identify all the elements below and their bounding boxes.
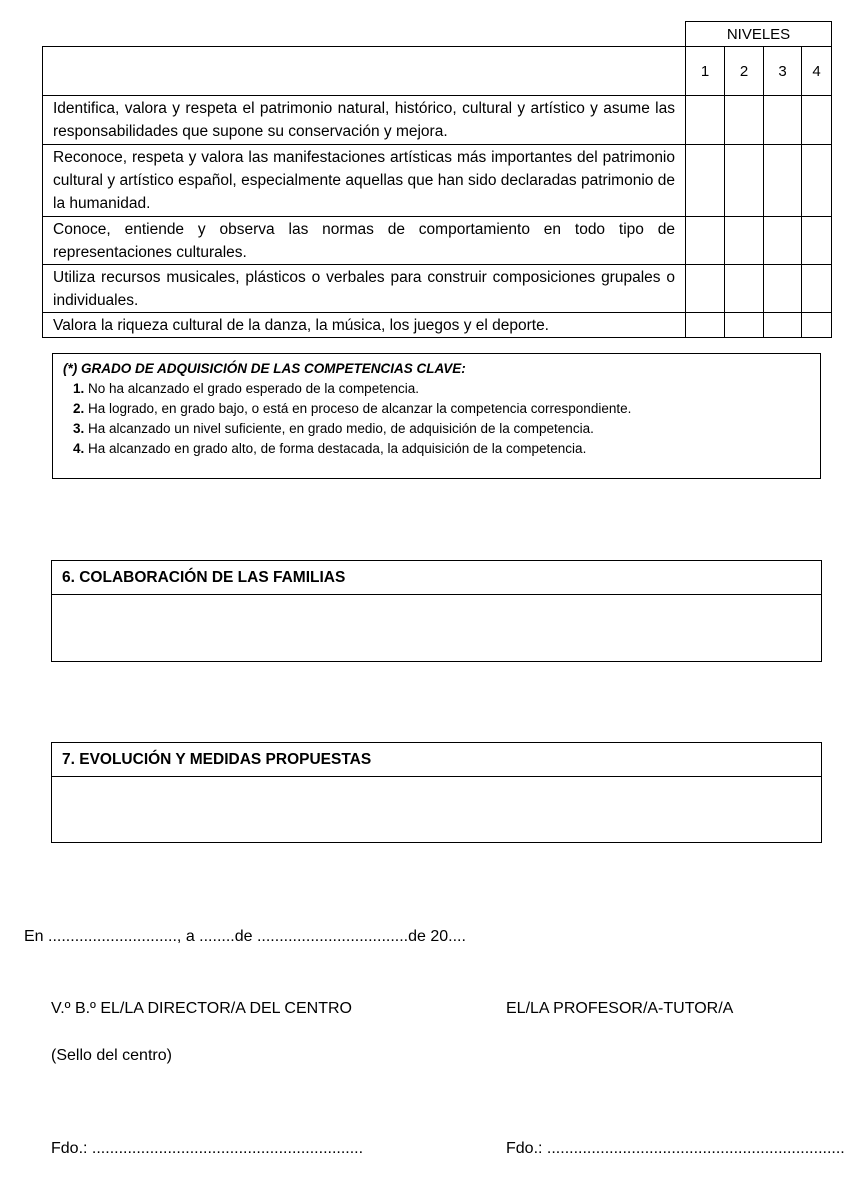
level-cell[interactable] xyxy=(686,217,725,265)
table-row xyxy=(43,217,832,265)
director-signature-line[interactable]: Fdo.: ............................................................. xyxy=(51,1140,364,1157)
level-cell[interactable] xyxy=(725,217,764,265)
tutor-signature-line[interactable]: Fdo.: ................................................................... xyxy=(506,1140,845,1157)
familias-section xyxy=(51,560,822,662)
seal-label: (Sello del centro) xyxy=(51,1047,172,1064)
level-cell[interactable] xyxy=(764,96,802,145)
legend-list xyxy=(63,379,820,459)
level-cell[interactable] xyxy=(725,96,764,145)
competence-text: Valora la riqueza cultural de la danza, la música, los juegos y el deporte. xyxy=(43,313,686,338)
legend-item: 2. Ha logrado, en grado bajo, o está en proceso de alcanzar la competencia correspondiente. xyxy=(88,399,820,419)
level-cell[interactable] xyxy=(764,313,802,338)
familias-section-title: 6. COLABORACIÓN DE LAS FAMILIAS xyxy=(52,561,821,595)
table-row xyxy=(43,313,832,338)
level-4-header: 4 xyxy=(802,47,832,96)
level-cell[interactable] xyxy=(802,313,832,338)
director-label: V.º B.º EL/LA DIRECTOR/A DEL CENTRO xyxy=(51,1000,352,1017)
level-cell[interactable] xyxy=(764,145,802,217)
level-cell[interactable] xyxy=(686,265,725,313)
competencias-table xyxy=(42,21,832,338)
level-cell[interactable] xyxy=(802,217,832,265)
legend-item: 1. No ha alcanzado el grado esperado de la competencia. xyxy=(88,379,820,399)
level-cell[interactable] xyxy=(725,313,764,338)
level-cell[interactable] xyxy=(686,96,725,145)
level-1-header: 1 xyxy=(686,47,725,96)
level-cell[interactable] xyxy=(764,217,802,265)
competence-text: Identifica, valora y respeta el patrimonio natural, histórico, cultural y artístico y asume las responsabilidades que supone su conservación y mejora. xyxy=(43,96,686,145)
level-cell[interactable] xyxy=(802,265,832,313)
place-date-line[interactable]: En ............................., a ........de ..................................de 20.... xyxy=(24,928,466,945)
level-cell[interactable] xyxy=(764,265,802,313)
tutor-label: EL/LA PROFESOR/A-TUTOR/A xyxy=(506,1000,734,1017)
competence-text: Reconoce, respeta y valora las manifestaciones artísticas más importantes del patrimonio cultural y artístico español, especialmente aquellas que han sido declaradas patrimonio de la humanidad. xyxy=(43,145,686,217)
legend-item: 4. Ha alcanzado en grado alto, de forma destacada, la adquisición de la competencia. xyxy=(88,439,820,459)
level-cell[interactable] xyxy=(686,313,725,338)
competence-text: Conoce, entiende y observa las normas de comportamiento en todo tipo de representaciones culturales. xyxy=(43,217,686,265)
level-cell[interactable] xyxy=(802,145,832,217)
table-row xyxy=(43,265,832,313)
competence-text: Utiliza recursos musicales, plásticos o verbales para construir composiciones grupales o individuales. xyxy=(43,265,686,313)
familias-text-area[interactable] xyxy=(52,595,821,661)
level-3-header: 3 xyxy=(764,47,802,96)
level-cell[interactable] xyxy=(725,265,764,313)
niveles-header: NIVELES xyxy=(686,22,832,47)
level-cell[interactable] xyxy=(686,145,725,217)
level-cell[interactable] xyxy=(725,145,764,217)
legend-item: 3. Ha alcanzado un nivel suficiente, en grado medio, de adquisición de la competencia. xyxy=(88,419,820,439)
evolucion-section-title: 7. EVOLUCIÓN Y MEDIDAS PROPUESTAS xyxy=(52,743,821,777)
evolucion-text-area[interactable] xyxy=(52,777,821,842)
competence-legend-box xyxy=(52,353,821,479)
header-empty-cell xyxy=(43,47,686,96)
evolucion-section xyxy=(51,742,822,843)
level-2-header: 2 xyxy=(725,47,764,96)
table-row xyxy=(43,96,832,145)
legend-title: (*) GRADO DE ADQUISICIÓN DE LAS COMPETENCIAS CLAVE: xyxy=(63,361,466,376)
table-row xyxy=(43,145,832,217)
level-cell[interactable] xyxy=(802,96,832,145)
